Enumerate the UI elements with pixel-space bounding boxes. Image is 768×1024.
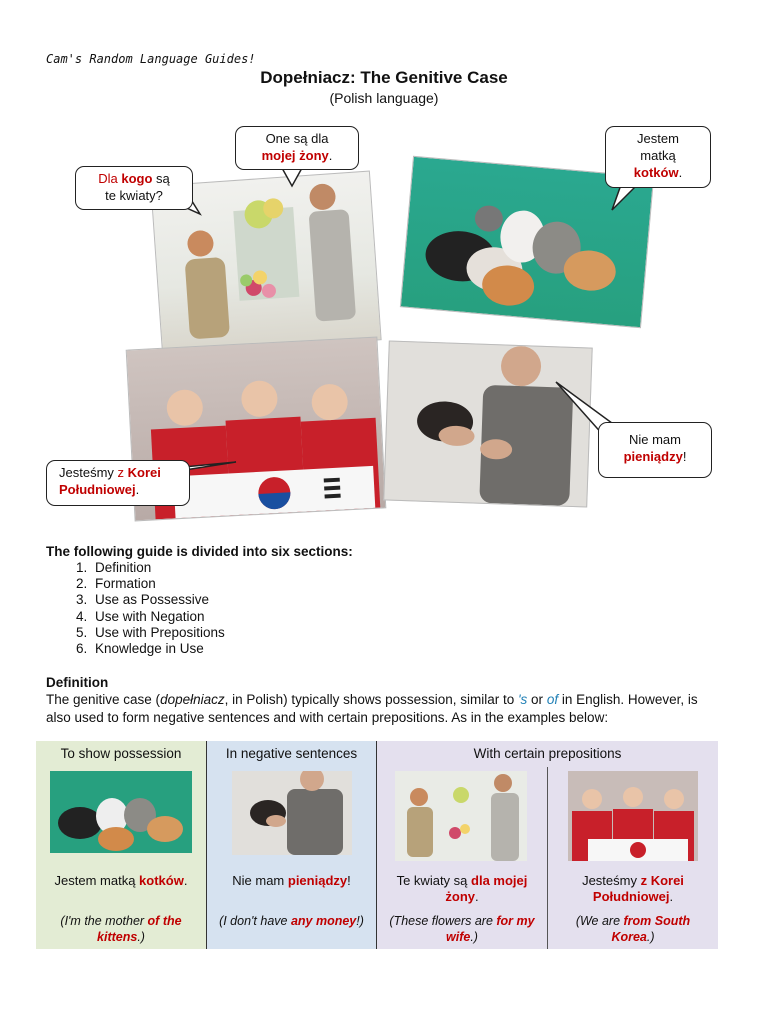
series-title: Cam's Random Language Guides! — [46, 52, 256, 66]
fans-thumbnail — [568, 771, 698, 861]
page-title: Dopełniacz: The Genitive Case — [260, 68, 508, 87]
definition-paragraph: The genitive case (dopełniacz, in Polish) typically shows possession, similar to 's or of in English. However, is also used to form negative sentences and with certain prepositions. As in the examples below: — [46, 692, 698, 725]
kittens-bubble: Jestem matką kotków. — [605, 126, 711, 188]
possession-header: To show possession — [60, 746, 182, 761]
section-item: 5. Use with Prepositions — [91, 625, 225, 641]
section-item: 3. Use as Possessive — [91, 592, 225, 608]
prepositions-header: With certain prepositions — [473, 746, 622, 761]
possession-translation: (I'm the mother of the kittens.) — [60, 914, 182, 944]
negative-translation: (I don't have any money!) — [219, 914, 364, 928]
negative-example: Nie mam pieniądzy! — [232, 873, 351, 888]
flowers-translation: (These flowers are for my wife.) — [389, 914, 535, 944]
korea-translation: (We are from South Korea.) — [575, 914, 691, 944]
page-subtitle: (Polish language) — [329, 90, 439, 106]
possession-column — [36, 741, 207, 949]
florist-question-bubble: Dla kogo są te kwiaty? — [75, 166, 193, 210]
florist-answer-bubble: One są dla mojej żony. — [235, 126, 359, 170]
sections-list — [46, 560, 225, 657]
sections-intro: The following guide is divided into six sections: — [46, 544, 353, 559]
section-item: 4. Use with Negation — [91, 609, 225, 625]
fans-bubble: Jesteśmy z Korei Południowej. — [46, 460, 190, 506]
korea-example: Jesteśmy z Korei Południowej. — [582, 873, 684, 904]
section-item: 6. Knowledge in Use — [91, 641, 225, 657]
money-bubble: Nie mam pieniądzy! — [598, 422, 712, 478]
definition-heading: Definition — [46, 675, 109, 690]
kittens-thumbnail — [50, 771, 192, 853]
negative-column — [207, 741, 377, 949]
flowers-example: Te kwiaty są dla mojej żony. — [396, 873, 528, 904]
florist-thumbnail — [395, 771, 527, 861]
negative-header: In negative sentences — [225, 746, 358, 761]
section-item: 1. Definition — [91, 560, 225, 576]
section-item: 2. Formation — [91, 576, 225, 592]
possession-example: Jestem matką kotków. — [54, 873, 188, 888]
prepositions-column — [377, 741, 718, 949]
wallet-thumbnail — [232, 771, 352, 855]
